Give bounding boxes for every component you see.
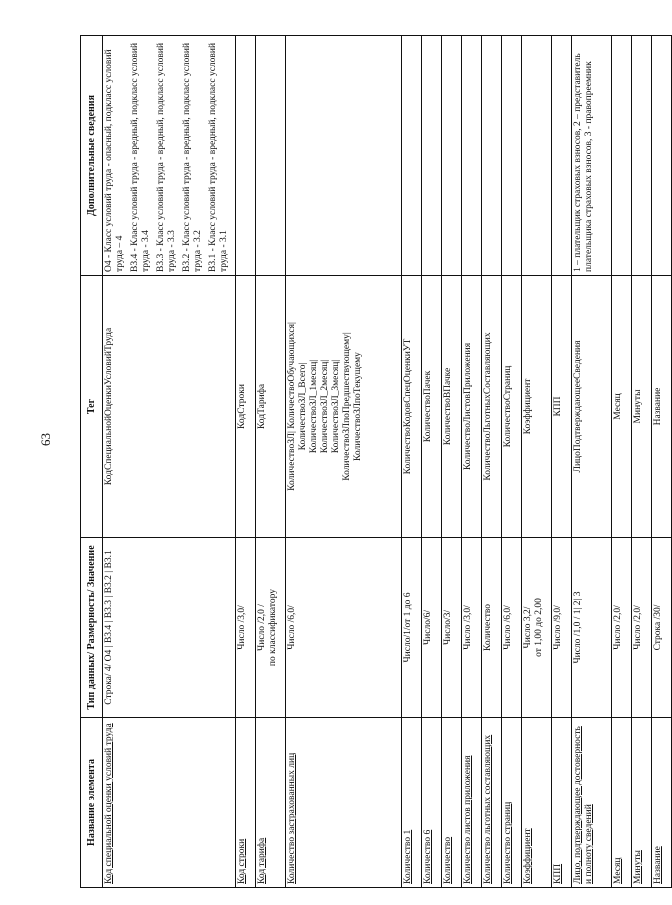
tag-cell	[522, 276, 552, 538]
tag-line: КоличествоЗЛ| КоличествоОбучающихся|	[287, 322, 297, 491]
additional-info-cell	[103, 36, 236, 276]
data-type-line: от 1,00 до 2,00	[534, 598, 544, 657]
element-name-cell: Количество листов приложения	[462, 718, 482, 888]
element-name-cell: Код специальной оценки условий труда	[103, 718, 236, 888]
table-row	[462, 36, 482, 888]
tag-cell	[652, 276, 672, 538]
additional-info-line: В3.1 - Класс условий труда - вредный, подкласс условий труда - 3.1	[208, 42, 229, 272]
header-element-name: Название элемента	[81, 718, 103, 888]
tag-line: КоличествоЛьготныхСоставляющих	[483, 332, 493, 481]
data-type-line: по классификатору	[268, 588, 278, 667]
element-name-cell: Коэффициент	[522, 718, 552, 888]
rotated-page-content	[80, 36, 663, 888]
tag-line: КоличествоЗЛпоТекущему	[353, 352, 363, 461]
data-type-line: Число /2,0/	[613, 605, 623, 650]
table-row	[422, 36, 442, 888]
data-type-cell	[462, 538, 482, 718]
data-type-cell	[103, 538, 236, 718]
element-name-cell: Месяц	[612, 718, 632, 888]
tag-line: КоличествоЛистовПриложения	[463, 342, 473, 471]
data-type-line: Число/3/	[443, 610, 453, 645]
data-type-line: Число /6,0/	[287, 605, 297, 650]
tag-cell	[572, 276, 612, 538]
additional-info-cell	[402, 36, 422, 276]
element-name-cell: Название	[652, 718, 672, 888]
tag-line: КодТарифа	[257, 383, 267, 430]
data-type-line: Число /9,0/	[553, 605, 563, 650]
tag-line: Название	[653, 387, 663, 426]
additional-info-line: О4 - Класс условий труда - опасный, подкласс условий труда – 4	[104, 49, 125, 272]
tag-cell	[552, 276, 572, 538]
tag-line: КоличествоВПачке	[443, 367, 453, 446]
data-type-line: Число /3,0/	[463, 605, 473, 650]
table-row	[236, 36, 256, 888]
additional-info-line: 1 – плательщик страховых взносов, 2 – представитель плательщика страховых взносов, 3 - правопреемник	[573, 53, 594, 272]
element-name-cell: Минуты	[632, 718, 652, 888]
tag-line: Коэффициент	[523, 378, 533, 435]
additional-info-cell	[256, 36, 286, 276]
table-row	[402, 36, 422, 888]
element-name-cell: Количество 1	[402, 718, 422, 888]
table-body	[103, 36, 672, 888]
elements-table	[80, 35, 672, 888]
data-type-cell	[652, 538, 672, 718]
additional-info-cell	[632, 36, 652, 276]
data-type-line: Строка /30/	[653, 604, 663, 651]
table-row	[552, 36, 572, 888]
tag-cell	[462, 276, 482, 538]
additional-info-cell	[462, 36, 482, 276]
data-type-line: Число 3,2/	[523, 606, 533, 649]
additional-info-cell	[652, 36, 672, 276]
page-number: 63	[38, 433, 53, 446]
data-type-cell	[502, 538, 522, 718]
data-type-cell	[256, 538, 286, 718]
table-row	[612, 36, 632, 888]
tag-cell	[236, 276, 256, 538]
data-type-cell	[286, 538, 402, 718]
data-type-cell	[482, 538, 502, 718]
tag-cell	[103, 276, 236, 538]
data-type-line: Число/6/	[423, 610, 433, 645]
tag-cell	[286, 276, 402, 538]
data-type-cell	[236, 538, 256, 718]
tag-cell	[422, 276, 442, 538]
table-row	[632, 36, 652, 888]
additional-info-cell	[612, 36, 632, 276]
table-row	[442, 36, 462, 888]
additional-info-cell	[552, 36, 572, 276]
additional-info-line: В3.4 - Класс условий труда - вредный, подкласс условий труда - 3.4	[130, 42, 151, 272]
tag-line: КоличествоЗЛпоПредшествующему|	[342, 332, 352, 481]
table-row	[522, 36, 552, 888]
tag-line: ЛицоПодтверждающееСведения	[573, 340, 583, 473]
additional-info-cell	[286, 36, 402, 276]
element-name-cell: Количество льготных составляющих	[482, 718, 502, 888]
tag-line: КодСтроки	[237, 384, 247, 429]
data-type-cell	[402, 538, 422, 718]
tag-line: КоличествоПачек	[423, 370, 433, 443]
element-name-cell: Лицо, подтверждающее достоверность и полноту сведений	[572, 718, 612, 888]
tag-cell	[256, 276, 286, 538]
additional-info-cell	[572, 36, 612, 276]
tag-cell	[482, 276, 502, 538]
element-name-cell: Код строки	[236, 718, 256, 888]
data-type-line: Число /3,0/	[237, 605, 247, 650]
table-row	[256, 36, 286, 888]
data-type-line: Строка/ 4/ О4 | В3.4 | В3.3 | В3.2 | В3.1	[104, 550, 114, 705]
table-row	[572, 36, 612, 888]
tag-line: КоличествоЗЛ_3месяц|	[331, 359, 341, 454]
tag-line: КоличествоЗЛ_2месяц|	[320, 359, 330, 454]
header-data-type: Тип данных/ Размерность/ Значение	[81, 538, 103, 718]
data-type-line: Число /2,0/	[633, 605, 643, 650]
tag-line: КоличествоСтраниц	[503, 365, 513, 448]
tag-cell	[632, 276, 652, 538]
data-type-cell	[612, 538, 632, 718]
additional-info-line: В3.3 - Класс условий труда - вредный, подкласс условий труда - 3.3	[156, 42, 177, 272]
element-name-cell: Количество 6	[422, 718, 442, 888]
table-row	[502, 36, 522, 888]
header-additional-info: Дополнительные сведения	[81, 36, 103, 276]
data-type-line: Число /1,0 / 1| 2| 3	[573, 591, 583, 664]
element-name-cell: Количество страниц	[502, 718, 522, 888]
data-type-line: Число /2,0 /	[257, 604, 267, 651]
element-name-cell: Количество	[442, 718, 462, 888]
tag-cell	[442, 276, 462, 538]
element-name-cell: Код тарифа	[256, 718, 286, 888]
tag-line: КодСпециальнойОценкиУсловийТруда	[104, 327, 114, 486]
table-row	[286, 36, 402, 888]
tag-line: КПП	[553, 396, 563, 417]
element-name-cell: КПП	[552, 718, 572, 888]
tag-line: Минуты	[633, 389, 643, 424]
tag-line: КоличествоКодовСпецОценкиУТ	[403, 338, 413, 475]
additional-info-line: В3.2 - Класс условий труда - вредный, подкласс условий труда - 3.2	[182, 42, 203, 272]
data-type-line: Число /6,0/	[503, 605, 513, 650]
data-type-cell	[522, 538, 552, 718]
data-type-line: Количество	[483, 603, 493, 652]
tag-line: КоличествоЗЛ_1месяц|	[309, 359, 319, 454]
data-type-cell	[442, 538, 462, 718]
tag-cell	[502, 276, 522, 538]
additional-info-cell	[236, 36, 256, 276]
tag-cell	[612, 276, 632, 538]
table-row	[652, 36, 672, 888]
tag-line: Месяц	[613, 393, 623, 420]
additional-info-cell	[442, 36, 462, 276]
table-row	[103, 36, 236, 888]
tag-cell	[402, 276, 422, 538]
element-name-cell: Количество застрахованных лиц	[286, 718, 402, 888]
additional-info-cell	[482, 36, 502, 276]
additional-info-cell	[422, 36, 442, 276]
data-type-line: Число/1/от 1 до 6	[403, 592, 413, 663]
data-type-cell	[422, 538, 442, 718]
additional-info-cell	[502, 36, 522, 276]
table-row	[482, 36, 502, 888]
tag-line: КоличествоЗЛ_Всего|	[298, 362, 308, 451]
header-tag: Тег	[81, 276, 103, 538]
table-header-row	[81, 36, 103, 888]
additional-info-cell	[522, 36, 552, 276]
data-type-cell	[552, 538, 572, 718]
data-type-cell	[572, 538, 612, 718]
data-type-cell	[632, 538, 652, 718]
